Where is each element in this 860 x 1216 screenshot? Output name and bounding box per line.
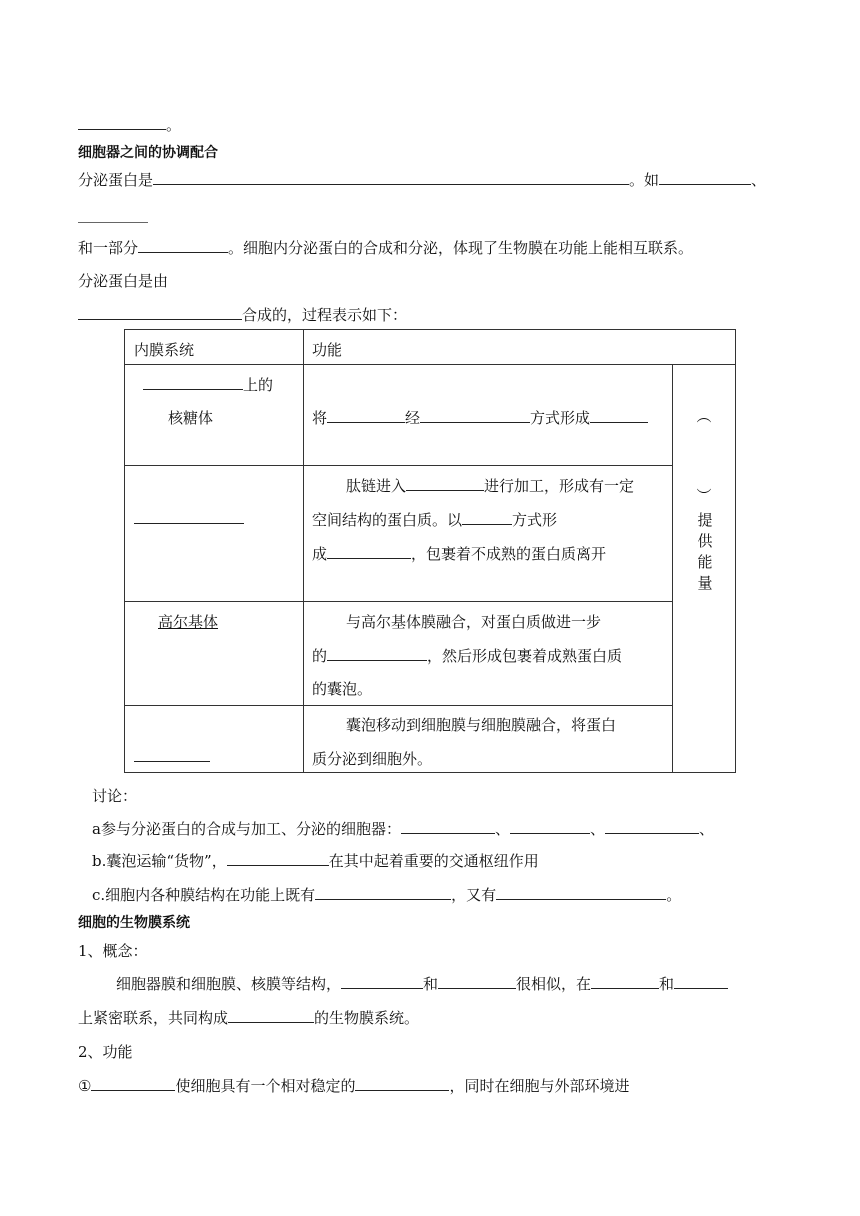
table-line: [124, 465, 672, 466]
blank[interactable]: [591, 973, 659, 989]
blank[interactable]: [227, 850, 329, 866]
table-header-cell: 内膜系统: [134, 341, 195, 359]
table-cell: 的 ，然后形成包裹着成熟蛋白质: [312, 647, 623, 665]
section-title: 细胞的生物膜系统: [78, 915, 190, 931]
blank[interactable]: [510, 818, 590, 834]
blank[interactable]: [134, 753, 210, 762]
table-cell: [134, 508, 244, 528]
blank[interactable]: [355, 1075, 449, 1091]
table-cell: 与高尔基体膜融合，对蛋白质做进一步: [346, 613, 602, 631]
table-cell: 空间结构的蛋白质。以 方式形: [312, 511, 558, 529]
blank[interactable]: [327, 543, 411, 559]
table-cell: 核糖体: [168, 409, 214, 427]
blank[interactable]: [78, 114, 166, 130]
table-cell: 成 ，包裹着不成熟的蛋白质离开: [312, 545, 607, 563]
table-line: [124, 705, 672, 706]
side-bracket-open: ︵: [696, 407, 712, 425]
blank[interactable]: [91, 1075, 175, 1091]
function-heading: 2、功能: [78, 1043, 133, 1061]
table-header-cell: 功能: [312, 341, 343, 359]
blank[interactable]: [134, 508, 244, 524]
top-fragment: 。: [78, 114, 181, 135]
paragraph-line: 合成的，过程表示如下：: [78, 304, 407, 325]
blank[interactable]: [462, 509, 512, 525]
table-line: [124, 364, 736, 365]
table-cell: 将 经 方式形成: [312, 407, 648, 428]
blank[interactable]: [401, 818, 495, 834]
blank[interactable]: [496, 884, 666, 900]
table-line: [303, 329, 304, 773]
blank[interactable]: [228, 1007, 314, 1023]
blank[interactable]: [78, 304, 242, 320]
paragraph-line: 和一部分 。细胞内分泌蛋白的合成和分泌，体现了生物膜在功能上能相互联系。: [78, 239, 694, 257]
discussion-c: c.细胞内各种膜结构在功能上既有 ，又有 。: [92, 886, 682, 904]
blank[interactable]: [153, 169, 629, 185]
discussion-title: 讨论：: [92, 787, 138, 805]
paragraph-line: 分泌蛋白是由: [78, 272, 169, 290]
discussion-b: b.囊泡运输“货物”， 在其中起着重要的交通枢纽作用: [92, 852, 539, 870]
section-title: 细胞器之间的协调配合: [78, 145, 218, 161]
blank[interactable]: [315, 884, 451, 900]
blank[interactable]: [341, 973, 423, 989]
blank-line: [78, 207, 148, 227]
table-cell: 囊泡移动到细胞膜与细胞膜融合，将蛋白: [346, 716, 617, 734]
function-line: ① 使细胞具有一个相对稳定的 ，同时在细胞与外部环境进: [78, 1077, 630, 1095]
table-cell: 上的: [143, 374, 273, 395]
concept-line: 细胞器膜和细胞膜、核膜等结构， 和 很相似，在 和: [116, 973, 728, 994]
concept-line: 上紧密联系，共同构成 的生物膜系统。: [78, 1009, 420, 1027]
side-label: 提供能量: [697, 511, 713, 592]
paragraph-line: 分泌蛋白是 。如 、: [78, 171, 767, 189]
blank[interactable]: [659, 169, 751, 185]
blank[interactable]: [78, 207, 148, 223]
side-bracket-close: ︶: [696, 487, 712, 505]
blank[interactable]: [143, 374, 243, 390]
table-cell: 的囊泡。: [312, 680, 373, 698]
blank[interactable]: [438, 973, 516, 989]
blank[interactable]: [406, 475, 484, 491]
blank[interactable]: [138, 237, 228, 253]
table-cell: 质分泌到细胞外。: [312, 750, 433, 768]
blank[interactable]: [674, 973, 728, 989]
blank[interactable]: [605, 818, 699, 834]
table-line: [124, 601, 672, 602]
table-cell: 肽链进入 进行加工，形成有一定: [346, 477, 635, 495]
discussion-a: a参与分泌蛋白的合成与加工、分泌的细胞器： 、 、 、: [92, 820, 714, 838]
blank[interactable]: [420, 407, 530, 423]
blank[interactable]: [590, 407, 648, 423]
table-cell: 高尔基体: [158, 613, 219, 631]
table-line: [672, 364, 673, 773]
table-cell: [134, 748, 210, 766]
blank[interactable]: [327, 407, 405, 423]
concept-heading: 1、概念：: [78, 942, 148, 960]
blank[interactable]: [327, 645, 427, 661]
